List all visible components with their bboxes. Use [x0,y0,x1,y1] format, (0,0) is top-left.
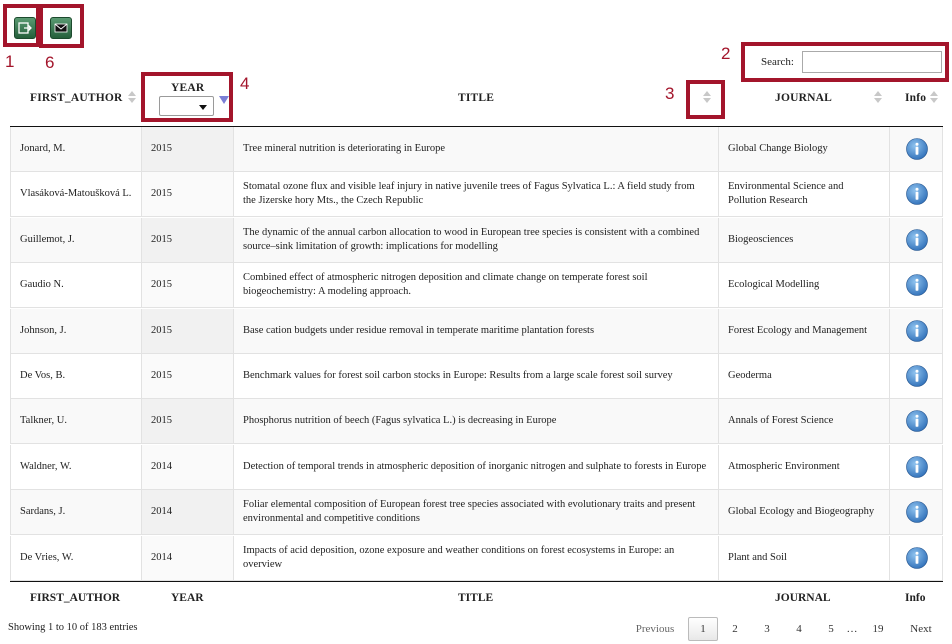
cell-info [890,309,944,353]
cell-year: 2015 [142,218,234,262]
search-input[interactable] [802,51,942,73]
pagination-ellipsis: … [846,623,858,635]
cell-info [890,399,944,443]
sort-info-icon[interactable] [930,91,939,103]
annotation-number-2: 2 [721,44,731,63]
annotation-number-6: 6 [45,53,55,72]
cell-first-author: Guillemot, J. [11,218,142,262]
cell-info [890,127,944,171]
cell-title: Combined effect of atmospheric nitrogen deposition and climate change on temperate forest soil biogeochemistry: A modeling approach. [234,263,719,307]
footer-header-info: Info [905,592,926,604]
cell-year: 2015 [142,127,234,171]
info-icon[interactable] [906,410,928,432]
footer-header-journal: JOURNAL [775,592,831,604]
cell-year: 2014 [142,536,234,580]
cell-year: 2015 [142,354,234,398]
cell-title: The dynamic of the annual carbon allocation to wood in European tree species is consistent with a combined source–sink limitation of growth: implications for modelling [234,218,719,262]
cell-first-author: Vlasáková-Matoušková L. [11,172,142,216]
cell-info [890,490,944,534]
table-row [10,354,943,399]
table-row [10,445,943,490]
cell-first-author: De Vos, B. [11,354,142,398]
cell-info [890,354,944,398]
cell-journal: Plant and Soil [719,536,890,580]
cell-first-author: Sardans, J. [11,490,142,534]
info-icon[interactable] [906,501,928,523]
cell-title: Foliar elemental composition of European forest tree species associated with evolutionary traits and present environmental and competitive conditions [234,490,719,534]
pagination-page-5[interactable]: 5 [828,623,834,635]
table-row [10,490,943,535]
annotation-box-6 [39,4,84,48]
cell-first-author: Johnson, J. [11,309,142,353]
table-row [10,309,943,354]
cell-first-author: Jonard, M. [11,127,142,171]
header-info[interactable]: Info [905,92,927,104]
table-row [10,399,943,444]
cell-year: 2015 [142,263,234,307]
pagination-page-4[interactable]: 4 [796,623,802,635]
cell-title: Base cation budgets under residue removal in temperate maritime plantation forests [234,309,719,353]
table-row [10,127,943,172]
cell-journal: Forest Ecology and Management [719,309,890,353]
header-year[interactable]: YEAR [171,82,205,94]
year-filter-select[interactable] [159,96,214,116]
annotation-number-4: 4 [240,74,250,93]
cell-journal: Annals of Forest Science [719,399,890,443]
table-row [10,218,943,263]
cell-year: 2014 [142,445,234,489]
info-icon[interactable] [906,183,928,205]
footer-header-title: TITLE [458,592,494,604]
sort-title-icon[interactable] [703,91,712,103]
cell-journal: Ecological Modelling [719,263,890,307]
pagination-page-19[interactable]: 19 [872,623,884,635]
info-icon[interactable] [906,456,928,478]
header-first-author[interactable]: FIRST_AUTHOR [30,92,123,104]
cell-journal: Atmospheric Environment [719,445,890,489]
info-icon[interactable] [906,274,928,296]
cell-first-author: Gaudio N. [11,263,142,307]
footer-header-first-author: FIRST_AUTHOR [30,592,121,604]
cell-journal: Global Ecology and Biogeography [719,490,890,534]
info-icon[interactable] [906,229,928,251]
annotation-number-3: 3 [665,84,675,103]
cell-journal: Biogeosciences [719,218,890,262]
table-row [10,263,943,308]
search-label: Search: [761,56,794,68]
cell-info [890,172,944,216]
cell-info [890,218,944,262]
pagination-page-2[interactable]: 2 [732,623,738,635]
cell-info [890,445,944,489]
cell-title: Impacts of acid deposition, ozone exposure and weather conditions on forest ecosystems in Europe: an overview [234,536,719,580]
footer-header-year: YEAR [171,592,204,604]
table-row [10,172,943,217]
sort-journal-icon[interactable] [874,91,883,103]
header-journal[interactable]: JOURNAL [775,92,832,104]
cell-year: 2015 [142,172,234,216]
cell-title: Stomatal ozone flux and visible leaf injury in native juvenile trees of Fagus Sylvatica L.: A field study from the Jizerske hory Mts., the Czech Republic [234,172,719,216]
cell-title: Tree mineral nutrition is deteriorating in Europe [234,127,719,171]
sort-year-active-icon[interactable] [219,96,229,104]
cell-first-author: Waldner, W. [11,445,142,489]
chevron-down-icon [199,105,207,110]
cell-title: Detection of temporal trends in atmospheric deposition of inorganic nitrogen and sulphate to forests in Europe [234,445,719,489]
pagination-page-1[interactable]: 1 [688,617,718,641]
sort-author-icon[interactable] [128,91,137,103]
entries-info: Showing 1 to 10 of 183 entries [8,622,138,633]
cell-title: Benchmark values for forest soil carbon stocks in Europe: Results from a large scale forest soil survey [234,354,719,398]
header-title[interactable]: TITLE [458,92,495,104]
cell-journal: Environmental Science and Pollution Research [719,172,890,216]
info-icon[interactable] [906,138,928,160]
cell-year: 2015 [142,309,234,353]
cell-year: 2014 [142,490,234,534]
cell-title: Phosphorus nutrition of beech (Fagus sylvatica L.) is decreasing in Europe [234,399,719,443]
table-row [10,536,943,581]
cell-journal: Global Change Biology [719,127,890,171]
cell-info [890,263,944,307]
cell-info [890,536,944,580]
annotation-box-1 [3,4,40,47]
cell-year: 2015 [142,399,234,443]
pagination-previous[interactable]: Previous [635,623,675,635]
cell-journal: Geoderma [719,354,890,398]
annotation-number-1: 1 [5,52,15,71]
pagination-next[interactable]: Next [910,623,932,635]
info-icon[interactable] [906,365,928,387]
info-icon[interactable] [906,320,928,342]
cell-first-author: Talkner, U. [11,399,142,443]
pagination-page-3[interactable]: 3 [764,623,770,635]
table-bottom-border [10,581,943,582]
cell-first-author: De Vries, W. [11,536,142,580]
info-icon[interactable] [906,547,928,569]
